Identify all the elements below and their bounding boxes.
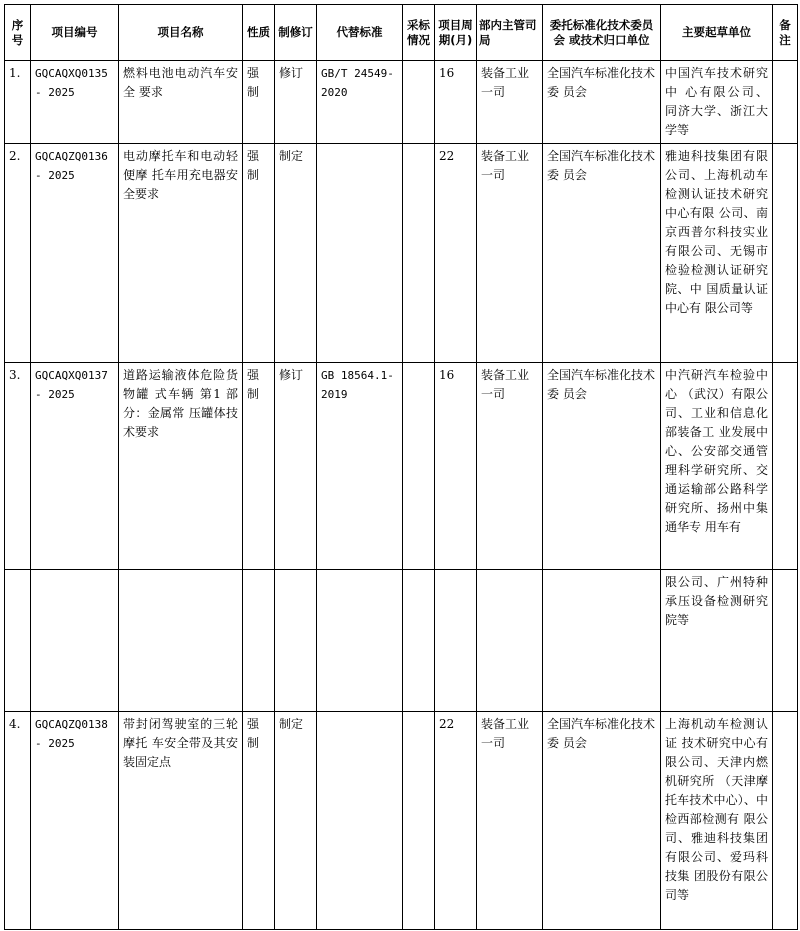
cell-remarks (773, 144, 798, 363)
cell-name: 带封闭驾驶室的三轮摩托 车安全带及其安装固定点 (119, 712, 243, 930)
standards-table (4, 4, 798, 930)
header-code: 项目编号 (31, 5, 119, 61)
header-cycle: 项目周期(月) (435, 5, 477, 61)
header-remarks: 备注 (773, 5, 798, 61)
cell-dept (477, 570, 543, 712)
cell-seq: 4. (5, 712, 31, 930)
cell-committee: 全国汽车标准化技术委 员会 (543, 712, 661, 930)
cell-drafter: 中国汽车技术研究中 心有限公司、 同济大学、浙江大学等 (661, 61, 773, 144)
cell-revision: 修订 (275, 61, 317, 144)
cell-remarks (773, 570, 798, 712)
cell-nature (243, 570, 275, 712)
cell-name: 燃料电池电动汽车安全 要求 (119, 61, 243, 144)
cell-seq: 2. (5, 144, 31, 363)
cell-nature: 强制 (243, 61, 275, 144)
header-adoption: 采标情况 (403, 5, 435, 61)
cell-cycle: 16 (435, 363, 477, 570)
cell-name: 电动摩托车和电动轻便摩 托车用充电器安全要求 (119, 144, 243, 363)
table-row (5, 61, 798, 144)
cell-code (31, 570, 119, 712)
header-dept: 部内主管司局 (477, 5, 543, 61)
cell-committee: 全国汽车标准化技术委 员会 (543, 363, 661, 570)
cell-committee: 全国汽车标准化技术委 员会 (543, 61, 661, 144)
header-drafter: 主要起草单位 (661, 5, 773, 61)
cell-remarks (773, 363, 798, 570)
cell-cycle: 22 (435, 144, 477, 363)
cell-nature: 强制 (243, 712, 275, 930)
cell-replace: GB/T 24549-2020 (317, 61, 403, 144)
cell-dept: 装备工业一司 (477, 363, 543, 570)
cell-replace (317, 570, 403, 712)
cell-adoption (403, 61, 435, 144)
cell-revision (275, 570, 317, 712)
table-row (5, 712, 798, 930)
header-committee: 委托标准化技术委员会 或技术归口单位 (543, 5, 661, 61)
header-nature: 性质 (243, 5, 275, 61)
cell-adoption (403, 570, 435, 712)
cell-revision: 制定 (275, 712, 317, 930)
header-name: 项目名称 (119, 5, 243, 61)
header-row (5, 5, 798, 61)
cell-remarks (773, 61, 798, 144)
cell-replace (317, 712, 403, 930)
cell-remarks (773, 712, 798, 930)
cell-name (119, 570, 243, 712)
cell-seq: 1. (5, 61, 31, 144)
cell-committee: 全国汽车标准化技术委 员会 (543, 144, 661, 363)
cell-dept: 装备工业一司 (477, 61, 543, 144)
cell-name: 道路运输液体危险货物罐 式车辆 第1 部分：金属常 压罐体技术要求 (119, 363, 243, 570)
header-replace: 代替标准 (317, 5, 403, 61)
cell-drafter: 中汽研汽车检验中心 （武汉）有限公司、工业和信息化部装备工 业发展中心、公安部交通管理科学研究所、交 通运输部公路科学研究所、扬州中集通华专 用车有 (661, 363, 773, 570)
cell-seq: 3. (5, 363, 31, 570)
cell-code: GQCAQZQ0138- 2025 (31, 712, 119, 930)
cell-adoption (403, 144, 435, 363)
cell-cycle: 16 (435, 61, 477, 144)
cell-cycle: 22 (435, 712, 477, 930)
cell-cycle (435, 570, 477, 712)
cell-drafter: 雅迪科技集团有限公司、上海机动车检测认证技术研究中心有限 公司、南京西普尔科技实业有限公司、无锡市 检验检测认证研究院、中 国质量认证中心有 限公司等 (661, 144, 773, 363)
cell-code: GQCAQXQ0137- 2025 (31, 363, 119, 570)
cell-drafter: 上海机动车检测认证 技术研究中心有限公司、天津内燃机研究所 （天津摩托车技术中心）、中检西部检测有 限公司、雅迪科技集团有限公司、爱玛科技集 团股份有限公司等 (661, 712, 773, 930)
table-row (5, 144, 798, 363)
header-seq: 序号 (5, 5, 31, 61)
table-row (5, 570, 798, 712)
cell-dept: 装备工业一司 (477, 144, 543, 363)
cell-adoption (403, 363, 435, 570)
cell-code: GQCAQZQ0136- 2025 (31, 144, 119, 363)
cell-nature: 强制 (243, 363, 275, 570)
cell-adoption (403, 712, 435, 930)
cell-drafter: 限公司、广州特种承压设备检测研究 院等 (661, 570, 773, 712)
cell-replace: GB 18564.1-2019 (317, 363, 403, 570)
cell-revision: 修订 (275, 363, 317, 570)
cell-seq (5, 570, 31, 712)
cell-replace (317, 144, 403, 363)
cell-dept: 装备工业一司 (477, 712, 543, 930)
cell-revision: 制定 (275, 144, 317, 363)
header-revision: 制修订 (275, 5, 317, 61)
cell-nature: 强制 (243, 144, 275, 363)
cell-committee (543, 570, 661, 712)
cell-code: GQCAQXQ0135- 2025 (31, 61, 119, 144)
table-row (5, 363, 798, 570)
